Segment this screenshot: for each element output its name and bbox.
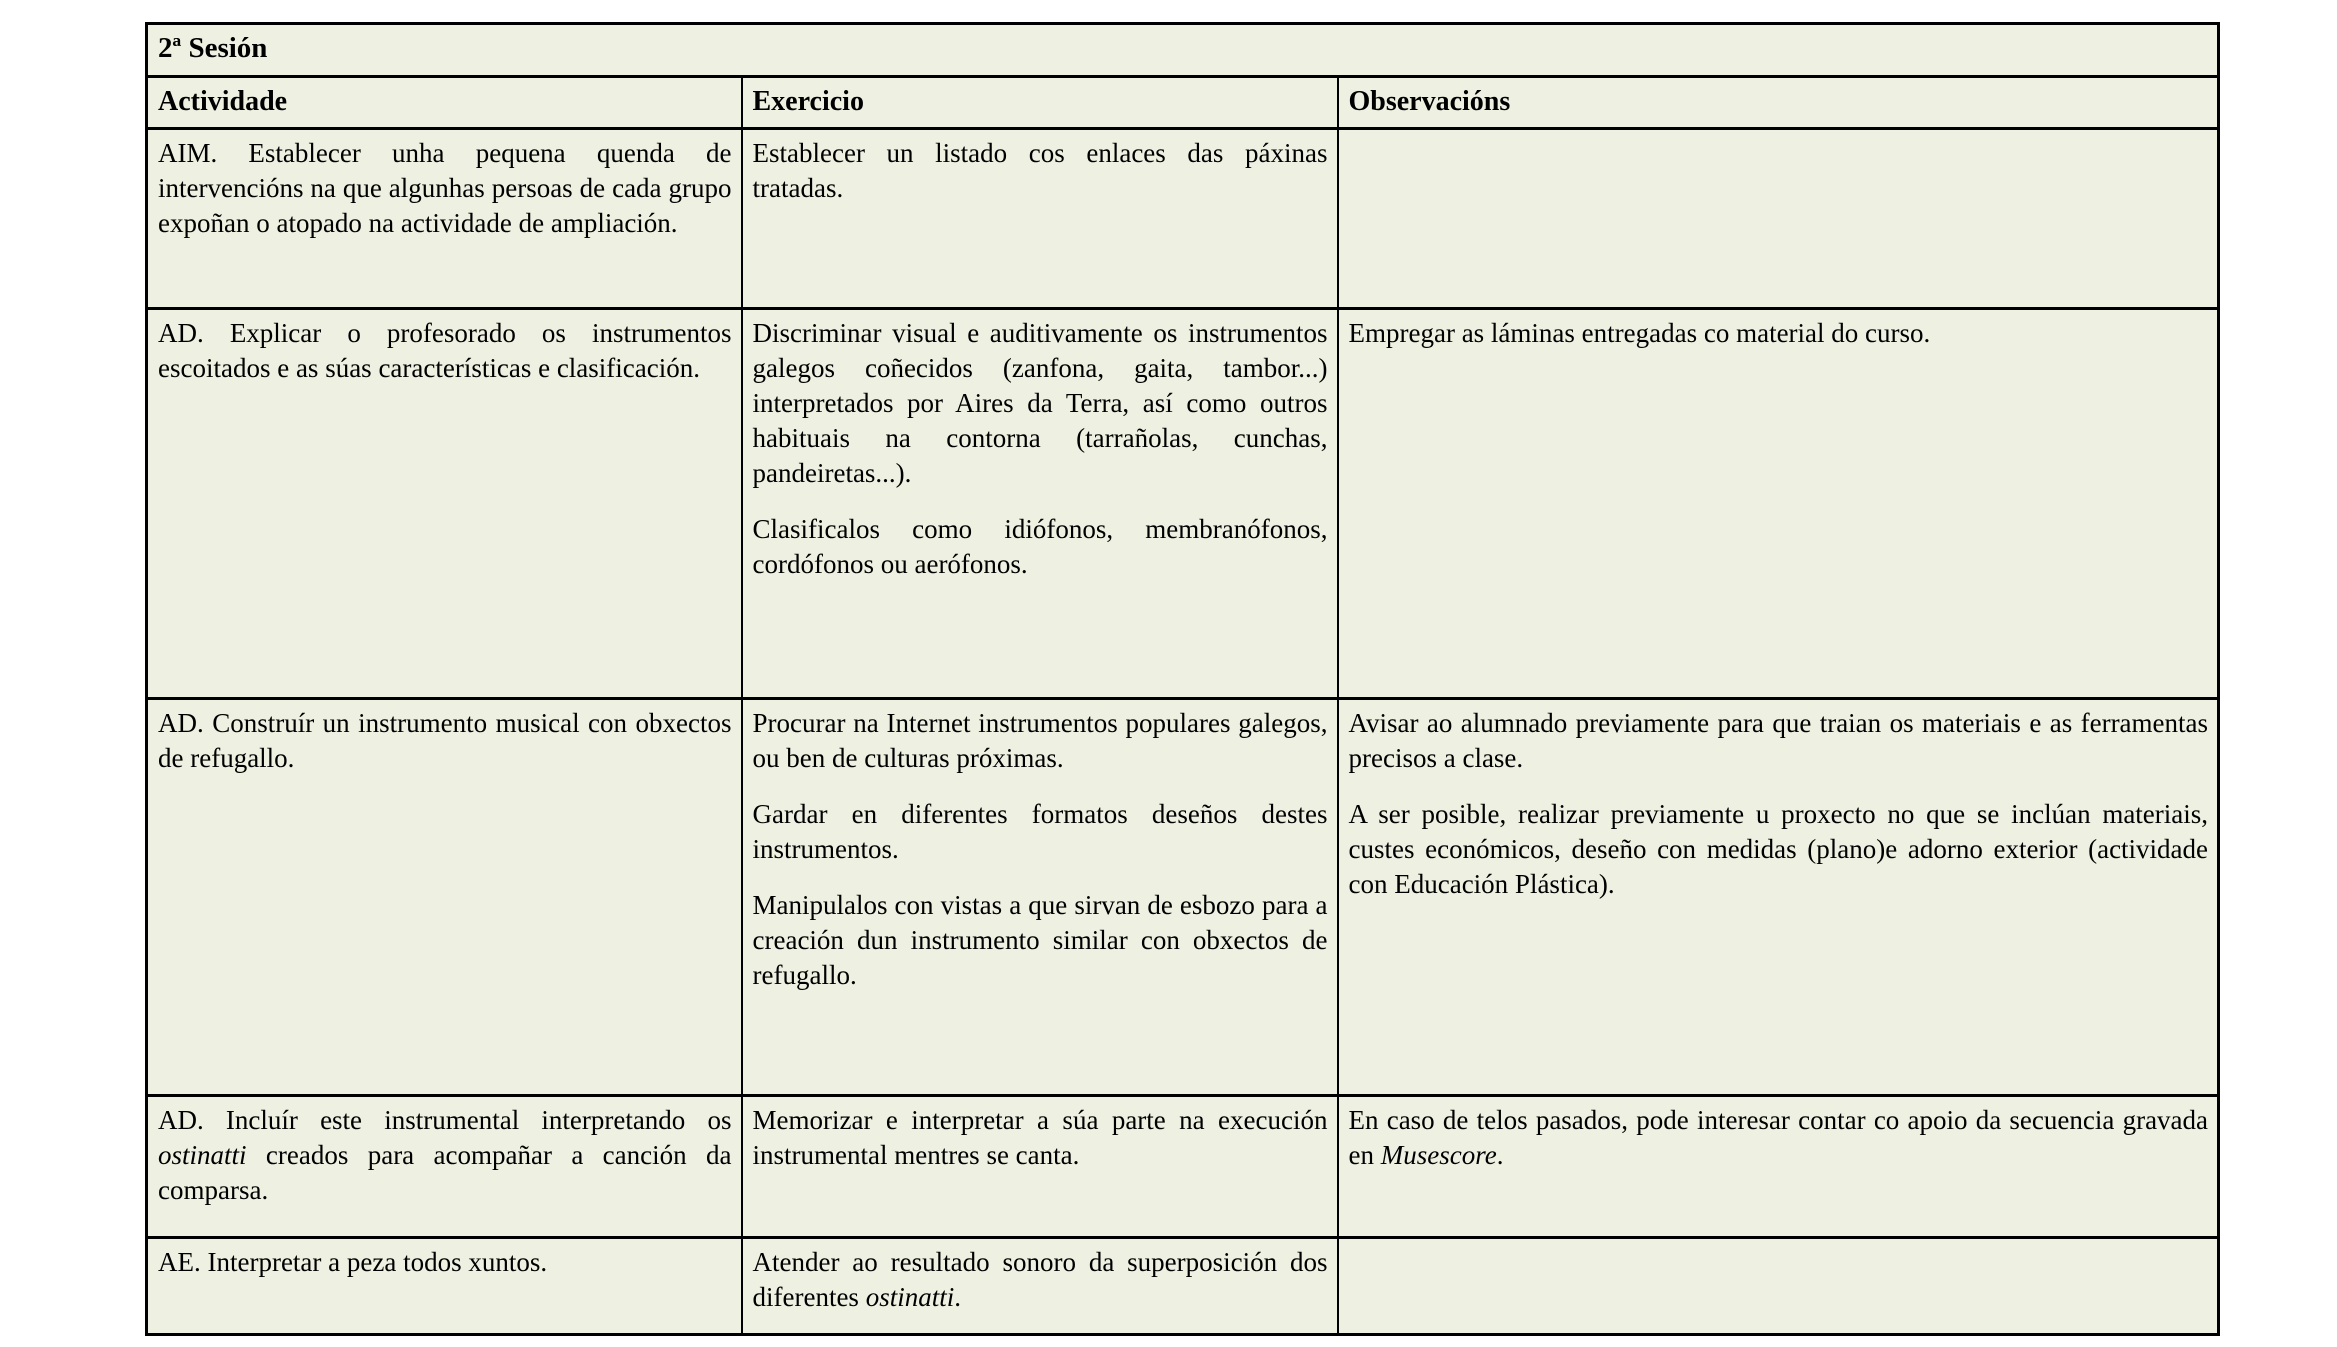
cell-paragraph: Establecer un listado cos enlaces das páxinas tratadas. [752,138,1328,203]
cell-observacions [1338,129,2219,309]
table-row [147,309,2219,699]
cell-exercicio [742,1096,1338,1238]
table-row [147,129,2219,309]
cell-observacions [1338,1238,2219,1335]
cell-paragraph: AD. Incluír este instrumental interpretando os ostinatti creados para acompañar a canción da comparsa. [158,1105,732,1205]
cell-paragraph: Manipulalos con vistas a que sirvan de esbozo para a creación dun instrumento similar con obxectos de refugallo. [752,890,1328,990]
column-header-row [147,77,2219,129]
column-header-exercicio: Exercicio [742,77,1338,129]
cell-paragraph: Atender ao resultado sonoro da superposición dos diferentes ostinatti. [752,1247,1328,1312]
italic-term: ostinatti [865,1282,955,1312]
cell-paragraph: Gardar en diferentes formatos deseños destes instrumentos. [752,799,1328,864]
cell-paragraph: AD. Construír un instrumento musical con obxectos de refugallo. [158,708,732,773]
session-table [145,22,2220,1336]
cell-exercicio [742,309,1338,699]
cell-paragraph: AIM. Establecer unha pequena quenda de intervencións na que algunhas persoas de cada grupo expoñan o atopado na actividade de ampliación. [158,138,732,238]
cell-paragraph: Clasificalos como idiófonos, membranófonos, cordófonos ou aerófonos. [752,514,1328,579]
cell-actividade [147,129,742,309]
cell-actividade [147,1096,742,1238]
cell-paragraph: Memorizar e interpretar a súa parte na execución instrumental mentres se canta. [752,1105,1328,1170]
cell-paragraph: Discriminar visual e auditivamente os instrumentos galegos coñecidos (zanfona, gaita, tambor...) interpretados por Aires da Terra, así como outros habituais na contorna (tarrañolas, cunchas, pandeiretas...). [752,318,1328,488]
cell-observacions [1338,309,2219,699]
session-table-body [147,24,2219,1335]
column-header-actividade: Actividade [147,77,742,129]
cell-actividade [147,309,742,699]
session-title-row [147,24,2219,77]
cell-paragraph: En caso de telos pasados, pode interesar contar co apoio da secuencia gravada en Musescore. [1348,1105,2209,1170]
cell-exercicio [742,129,1338,309]
table-row [147,1096,2219,1238]
cell-paragraph: AE. Interpretar a peza todos xuntos. [158,1247,548,1277]
cell-paragraph: Empregar as láminas entregadas co material do curso. [1348,318,1931,348]
cell-exercicio [742,699,1338,1096]
italic-term: Musescore [1380,1140,1497,1170]
cell-observacions [1338,1096,2219,1238]
cell-actividade [147,1238,742,1335]
cell-actividade [147,699,742,1096]
cell-paragraph: A ser posible, realizar previamente u proxecto no que se inclúan materiais, custes económicos, deseño con medidas (plano)e adorno exterior (actividade con Educación Plástica). [1348,799,2209,899]
cell-paragraph: AD. Explicar o profesorado os instrumentos escoitados e as súas características e clasificación. [158,318,732,383]
cell-observacions [1338,699,2219,1096]
italic-term: ostinatti [158,1140,247,1170]
table-row [147,699,2219,1096]
cell-exercicio [742,1238,1338,1335]
cell-paragraph: Procurar na Internet instrumentos populares galegos, ou ben de culturas próximas. [752,708,1328,773]
session-title: 2ª Sesión [147,24,2219,77]
column-header-observacions: Observacións [1338,77,2219,129]
cell-paragraph: Avisar ao alumnado previamente para que traian os materiais e as ferramentas precisos a clase. [1348,708,2209,773]
table-row [147,1238,2219,1335]
